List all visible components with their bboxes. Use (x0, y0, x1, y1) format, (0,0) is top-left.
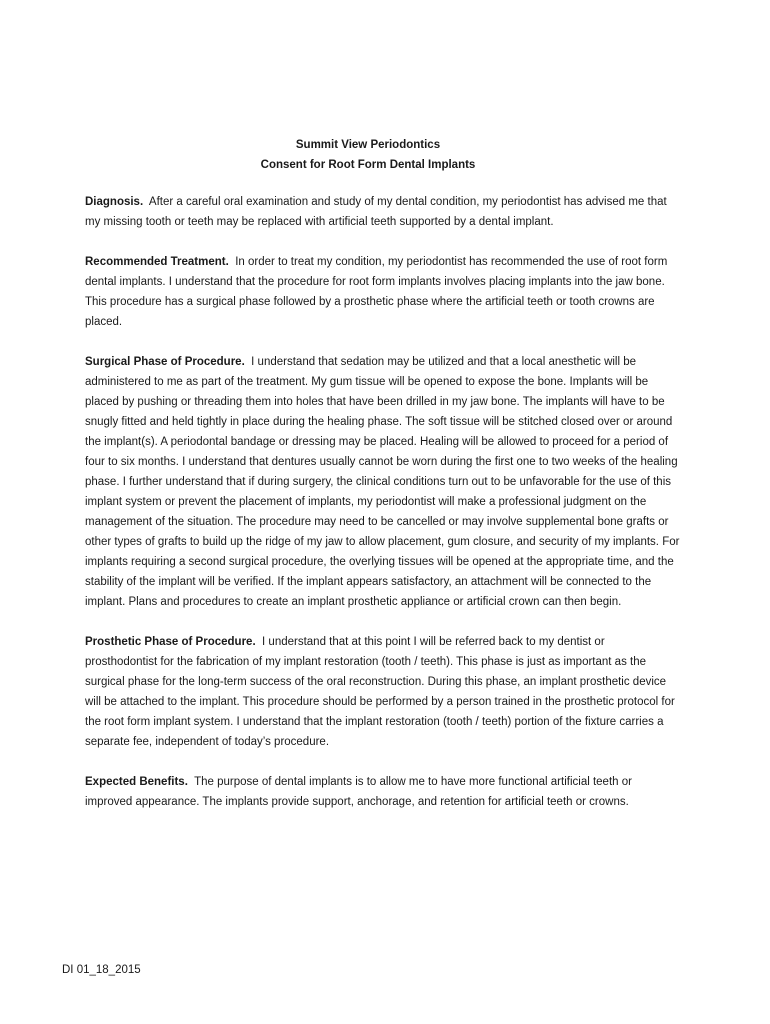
document-title: Consent for Root Form Dental Implants (260, 159, 476, 171)
section-heading: Surgical Phase of Procedure. (85, 356, 245, 368)
section-text: The purpose of dental implants is to allow me to have more functional artificial teeth or improved appearance. The implants provide support, anchorage, and retention for artificial teeth or crowns. (85, 776, 632, 808)
section-expected-benefits (85, 772, 680, 812)
section-text: In order to treat my condition, my periodontist has recommended the use of root form dental implants. I understand that the procedure for root form implants involves placing implants into the jaw bone. This procedure has a surgical phase followed by a prosthetic phase where the artificial teeth or tooth crowns are placed. (85, 256, 668, 328)
document-body (85, 192, 680, 832)
section-heading: Prosthetic Phase of Procedure. (85, 636, 256, 648)
section-text: I understand that sedation may be utilized and that a local anesthetic will be administered to me as part of the treatment. My gum tissue will be opened to expose the bone. Implants will be placed by pushing or threading them into holes that have been drilled in my jaw bone. The implants will have to be snugly fitted and held tightly in place during the healing phase. The soft tissue will be stitched closed over or around the implant(s). A periodontal bandage or dressing may be placed. Healing will be allowed to proceed for a period of four to six months. I understand that dentures usually cannot be worn during the first one to two weeks of the healing phase. I further understand that if during surgery, the clinical conditions turn out to be unfavorable for the use of this implant system or prevent the placement of implants, my periodontist will make a professional judgment on the management of the situation. The procedure may need to be cancelled or may involve supplemental bone grafts or other types of grafts to build up the ridge of my jaw to allow placement, gum closure, and security of my implants. For implants requiring a second surgical procedure, the overlying tissues will be opened at the appropriate time, and the stability of the implant will be verified. If the implant appears satisfactory, an attachment will be connected to the implant. Plans and procedures to create an implant prosthetic appliance or artificial crown can then begin. (85, 356, 680, 608)
section-text: After a careful oral examination and study of my dental condition, my periodontist has advised me that my missing tooth or teeth may be replaced with artificial teeth supported by a dental implant. (85, 196, 667, 228)
section-recommended-treatment (85, 252, 680, 332)
section-heading: Diagnosis. (85, 196, 144, 208)
section-heading: Recommended Treatment. (85, 256, 229, 268)
section-diagnosis (85, 192, 680, 232)
section-surgical-phase (85, 352, 680, 612)
practice-name: Summit View Periodontics (295, 139, 441, 151)
section-prosthetic-phase (85, 632, 680, 752)
section-heading: Expected Benefits. (85, 776, 188, 788)
document-footer-code: DI 01_18_2015 (62, 964, 141, 976)
section-text: I understand that at this point I will be referred back to my dentist or prosthodontist for the fabrication of my implant restoration (tooth / teeth). This phase is just as important as the surgical phase for the long-term success of the oral reconstruction. During this phase, an implant prosthetic device will be attached to the implant. This procedure should be performed by a person trained in the prosthetic protocol for the root form implant system. I understand that the implant restoration (tooth / teeth) portion of the fixture carries a separate fee, independent of today’s procedure. (85, 636, 675, 748)
document-header (0, 135, 736, 175)
